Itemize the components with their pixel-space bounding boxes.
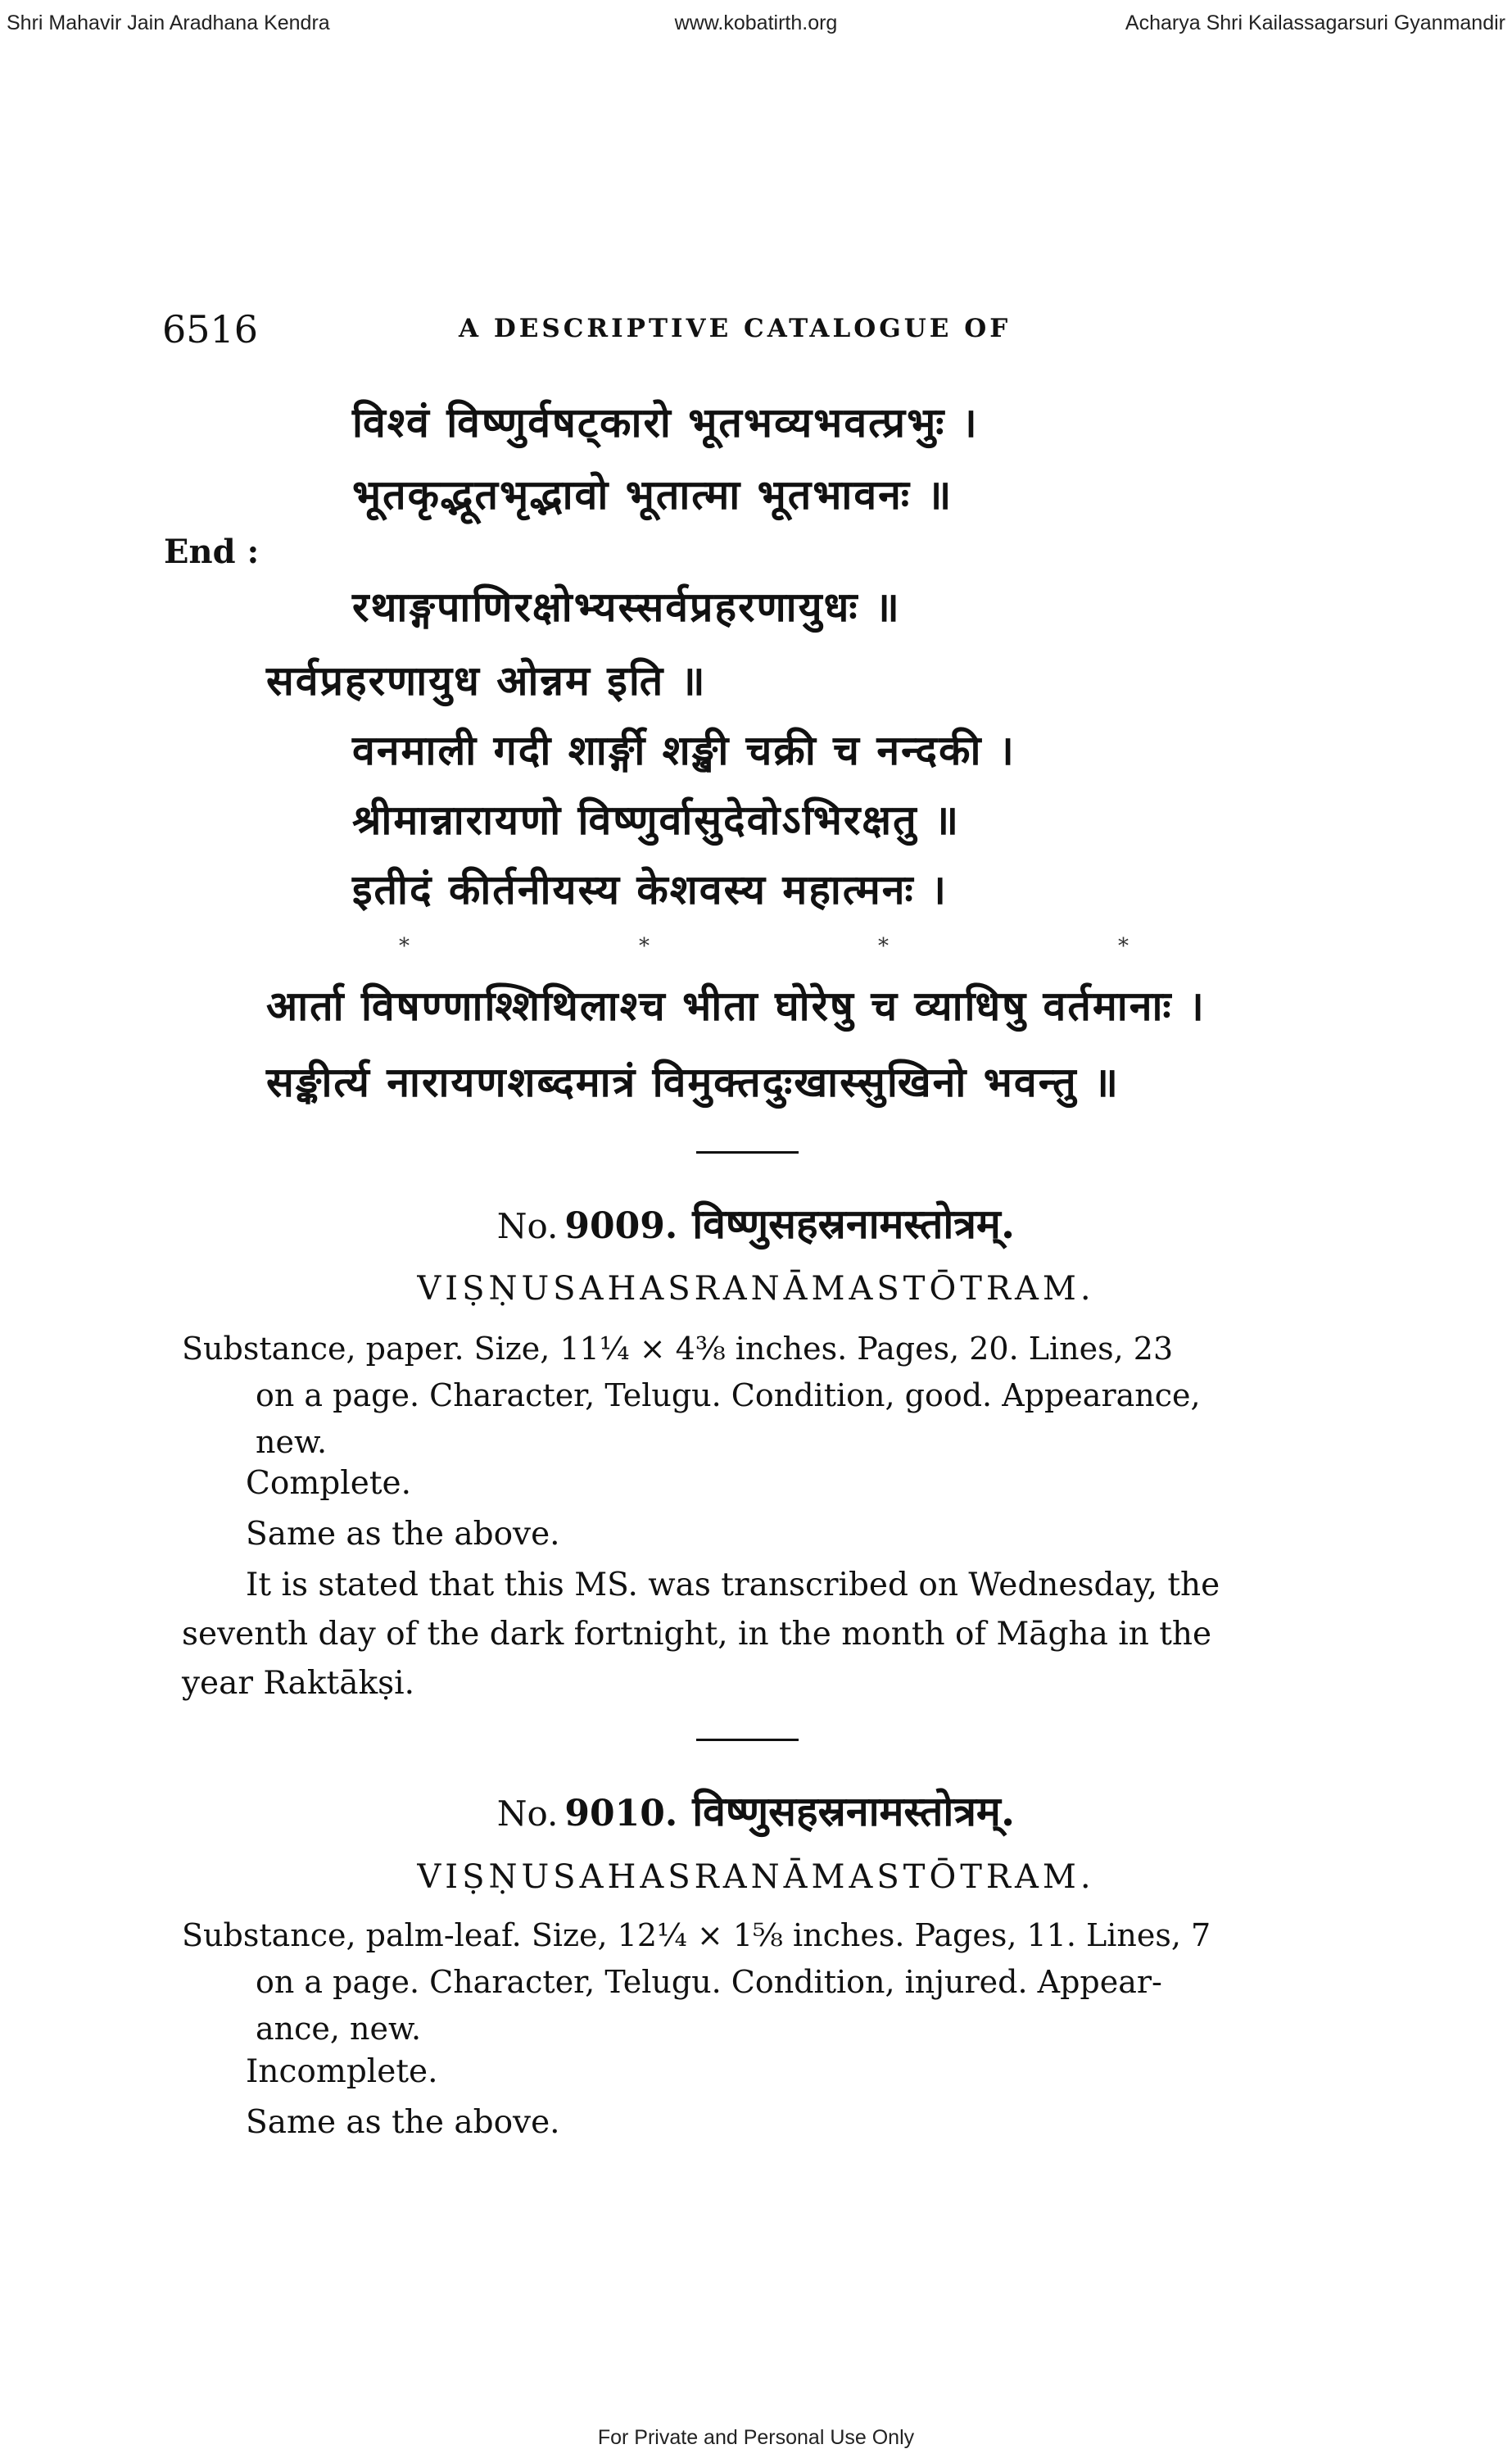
header-right-text: Acharya Shri Kailassagarsuri Gyanmandir — [1125, 11, 1505, 34]
entry-number: 9010. — [564, 1793, 678, 1834]
entry-remark-line: seventh day of the dark fortnight, in the month of Māgha in the — [182, 1616, 1212, 1653]
star-mark: * — [878, 934, 889, 959]
header-center-url: www.kobatirth.org — [674, 11, 838, 34]
star-mark: * — [639, 934, 650, 959]
divider-rule — [696, 1739, 799, 1741]
entry-title: VIṢṆUSAHASRANĀMASTŌTRAM. — [417, 1270, 1095, 1308]
source-header — [0, 11, 1512, 36]
entry-description-line: Substance, palm-leaf. Size, 12¼ × 1⅝ inches. Pages, 11. Lines, 7 — [182, 1917, 1211, 1953]
verse-line: रथाङ्गपाणिरक्षोभ्यस्सर्वप्रहरणायुधः ॥ — [352, 583, 901, 631]
section-break-stars — [0, 934, 1512, 967]
end-label: End : — [164, 533, 260, 571]
entry-description-line: Substance, paper. Size, 11¼ × 4⅜ inches. Pages, 20. Lines, 23 — [182, 1331, 1174, 1367]
running-head: A DESCRIPTIVE CATALOGUE OF — [459, 314, 1012, 343]
footer-notice: For Private and Personal Use Only — [597, 2426, 915, 2449]
entry-title: VIṢṆUSAHASRANĀMASTŌTRAM. — [417, 1858, 1095, 1896]
page-number: 6516 — [162, 307, 259, 351]
entry-status: Incomplete. — [246, 2053, 438, 2090]
entry-no-label: No. — [496, 1206, 559, 1246]
header-left-text: Shri Mahavir Jain Aradhana Kendra — [7, 11, 330, 34]
verse-line: वनमाली गदी शार्ङ्गी शङ्खी चक्री च नन्दकी । — [352, 726, 1016, 774]
star-mark: * — [399, 934, 410, 959]
entry-heading-9010 — [0, 1782, 1512, 1838]
verse-line: भूतकृद्भूतभृद्भावो भूतात्मा भूतभावनः ॥ — [352, 470, 953, 519]
entry-description-line: on a page. Character, Telugu. Condition, injured. Appear- — [256, 1964, 1162, 2000]
verse-line: सर्वप्रहरणायुध ओन्नम इति ॥ — [266, 656, 707, 705]
entry-description-line: new. — [256, 1424, 328, 1460]
divider-rule — [696, 1151, 799, 1154]
verse-line: विश्वं विष्णुर्वषट्कारो भूतभव्यभवत्प्रभुः । — [352, 398, 979, 447]
entry-note: Same as the above. — [246, 1516, 560, 1553]
entry-note: Same as the above. — [246, 2104, 560, 2141]
entry-remark-line: It is stated that this MS. was transcribed on Wednesday, the — [246, 1567, 1220, 1603]
entry-sanskrit-title: विष्णुसहस्रनामस्तोत्रम्. — [692, 1787, 1016, 1835]
verse-line: आर्ता विषण्णाश्शिथिलाश्च भीता घोरेषु च व्याधिषु वर्तमानाः । — [266, 982, 1206, 1030]
entry-number: 9009. — [564, 1205, 678, 1247]
entry-no-label: No. — [496, 1794, 559, 1834]
entry-heading-9009 — [0, 1195, 1512, 1250]
entry-description-line: ance, new. — [256, 2011, 422, 2047]
star-mark: * — [1118, 934, 1129, 959]
entry-sanskrit-title: विष्णुसहस्रनामस्तोत्रम्. — [692, 1200, 1016, 1248]
verse-line: इतीदं कीर्तनीयस्य केशवस्य महात्मनः । — [352, 865, 948, 914]
entry-status: Complete. — [246, 1465, 411, 1502]
verse-line: सङ्कीर्त्य नारायणशब्दमात्रं विमुक्तदुःखास्सुखिनो भवन्तु ॥ — [266, 1058, 1120, 1106]
verse-line: श्रीमान्नारायणो विष्णुर्वासुदेवोऽभिरक्षतु ॥ — [352, 796, 961, 844]
entry-remark-line: year Raktākṣi. — [182, 1665, 414, 1702]
entry-description-line: on a page. Character, Telugu. Condition, good. Appearance, — [256, 1377, 1201, 1413]
